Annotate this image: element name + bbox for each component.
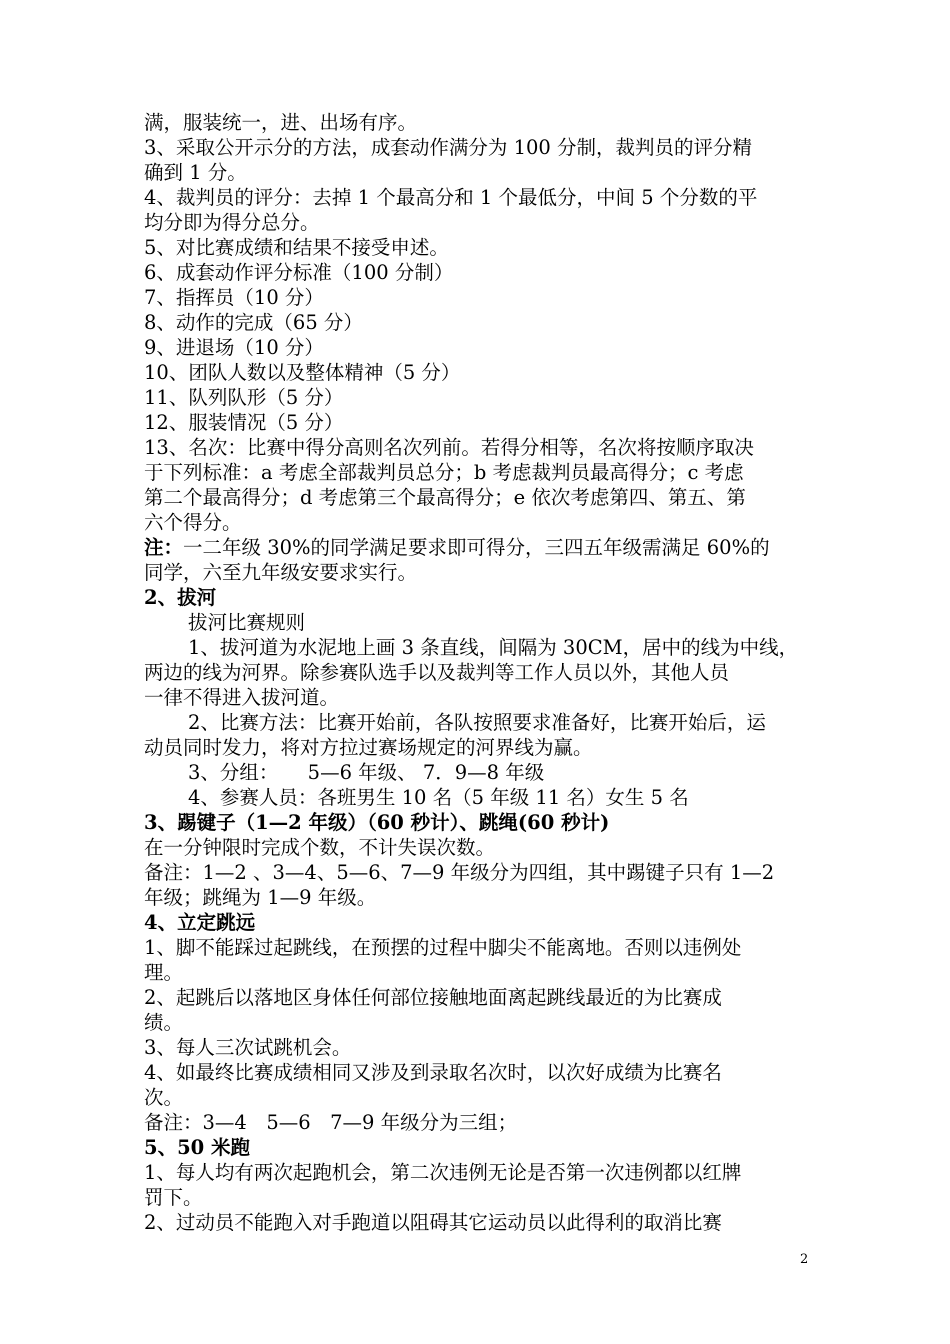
text-line: 3、采取公开示分的方法，成套动作满分为 100 分制，裁判员的评分精 <box>144 136 753 159</box>
text-line: 6、成套动作评分标准（100 分制） <box>144 261 454 284</box>
text-line: 绩。 <box>144 1011 184 1034</box>
text-line: 备注：1—2 、3—4、5—6、7—9 年级分为四组，其中踢键子只有 1—2 <box>144 861 775 884</box>
text-line: 动员同时发力，将对方拉过赛场规定的河界线为赢。 <box>144 736 593 759</box>
text-line: 2、过动员不能跑入对手跑道以阻碍其它运动员以此得利的取消比赛 <box>144 1211 722 1234</box>
text-line: 4、参赛人员：各班男生 10 名（5 年级 11 名）女生 5 名 <box>188 786 689 809</box>
note-label: 注： <box>144 536 184 559</box>
text-line: 备注：3—4 5—6 7—9 年级分为三组； <box>144 1111 518 1134</box>
text-line: 8、动作的完成（65 分） <box>144 311 363 334</box>
text-line: 12、服装情况（5 分） <box>144 411 344 434</box>
text-line: 在一分钟限时完成个数，不计失误次数。 <box>144 836 496 859</box>
text-line: 10、团队人数以及整体精神（5 分） <box>144 361 461 384</box>
text-line: 确到 1 分。 <box>144 161 247 184</box>
text-line: 5、对比赛成绩和结果不接受申述。 <box>144 236 449 259</box>
text-line: 第二个最高得分；d 考虑第三个最高得分；e 依次考虑第四、第五、第 <box>144 486 746 509</box>
section-heading-50m-run: 5、50 米跑 <box>144 1136 250 1159</box>
page-number: 2 <box>800 1252 809 1267</box>
text-line: 罚下。 <box>144 1186 203 1209</box>
text-line: 两边的线为河界。除参赛队选手以及裁判等工作人员以外，其他人员 <box>144 661 730 684</box>
text-line: 满，服装统一，进、出场有序。 <box>144 111 418 134</box>
text-line: 1、脚不能踩过起跳线，在预摆的过程中脚尖不能离地。否则以违例处 <box>144 936 742 959</box>
text-line: 4、如最终比赛成绩相同又涉及到录取名次时，以次好成绩为比赛名 <box>144 1061 722 1084</box>
text-line: 9、进退场（10 分） <box>144 336 324 359</box>
subheading: 拔河比赛规则 <box>188 611 306 634</box>
text-line: 六个得分。 <box>144 511 242 534</box>
text-line: 4、裁判员的评分：去掉 1 个最高分和 1 个最低分，中间 5 个分数的平 <box>144 186 758 209</box>
document-body <box>144 110 814 1235</box>
note-line <box>144 535 814 560</box>
section-heading-shuttlecock: 3、踢键子（1—2 年级）（60 秒计）、跳绳(60 秒计) <box>144 811 610 834</box>
text-line: 1、拔河道为水泥地上画 3 条直线，间隔为 30CM，居中的线为中线， <box>188 636 799 659</box>
text-line: 2、起跳后以落地区身体任何部位接触地面离起跳线最近的为比赛成 <box>144 986 722 1009</box>
text-line: 一律不得进入拔河道。 <box>144 686 340 709</box>
text-line: 于下列标准：a 考虑全部裁判员总分；b 考虑裁判员最高得分；c 考虑 <box>144 461 744 484</box>
text-line: 均分即为得分总分。 <box>144 211 320 234</box>
text-line: 3、每人三次试跳机会。 <box>144 1036 352 1059</box>
text-line: 次。 <box>144 1086 184 1109</box>
text-line: 11、队列队形（5 分） <box>144 386 344 409</box>
text-line: 3、分组： 5—6 年级、 7．9—8 年级 <box>188 761 545 784</box>
text-line: 1、每人均有两次起跑机会，第二次违例无论是否第一次违例都以红牌 <box>144 1161 742 1184</box>
text-line: 理。 <box>144 961 184 984</box>
section-heading-tug-of-war: 2、拔河 <box>144 586 217 609</box>
text-line: 年级；跳绳为 1—9 年级。 <box>144 886 377 909</box>
text-line: 13、名次：比赛中得分高则名次列前。若得分相等，名次将按顺序取决 <box>144 436 754 459</box>
text-line: 2、比赛方法：比赛开始前，各队按照要求准备好，比赛开始后，运 <box>188 711 766 734</box>
note-text: 一二年级 30%的同学满足要求即可得分，三四五年级需满足 60%的 <box>183 536 770 559</box>
section-heading-long-jump: 4、立定跳远 <box>144 911 256 934</box>
text-line: 7、指挥员（10 分） <box>144 286 324 309</box>
text-line: 同学，六至九年级安要求实行。 <box>144 561 418 584</box>
